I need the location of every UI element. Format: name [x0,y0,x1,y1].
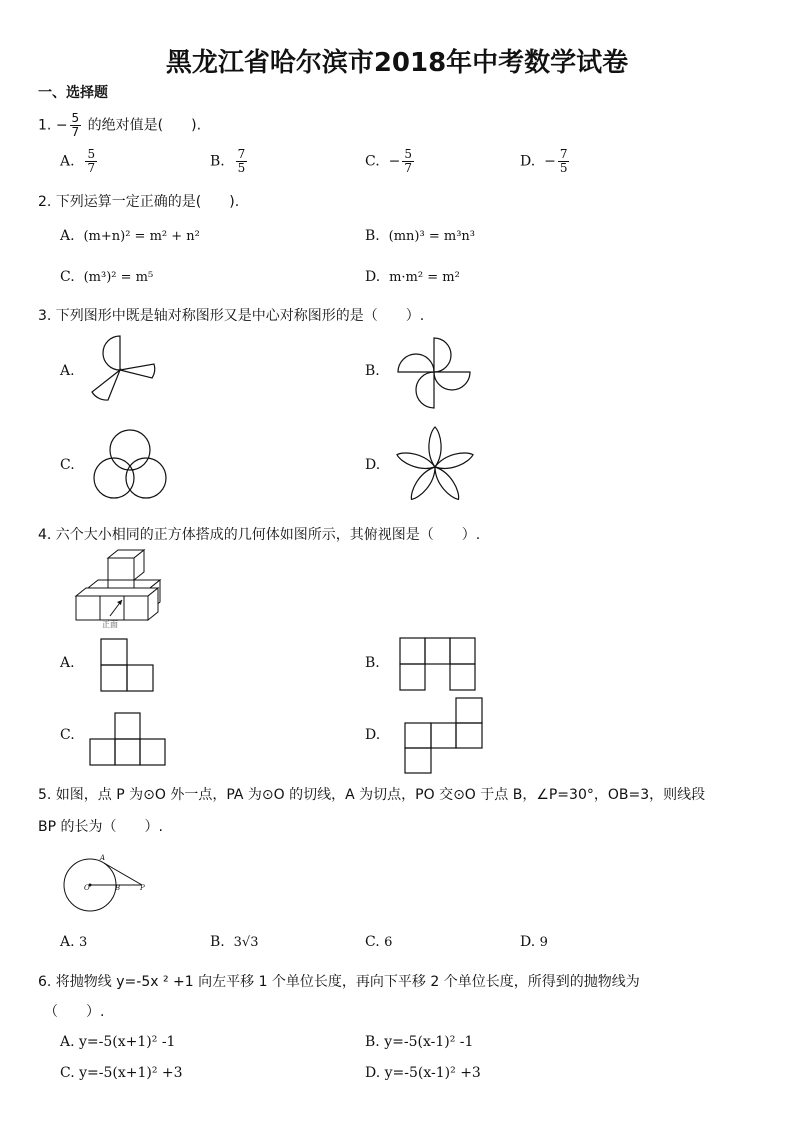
option-label: A. [60,228,75,244]
page-title: 黑龙江省哈尔滨市2018年中考数学试卷 [165,48,629,78]
numerator: 7 [237,147,246,161]
negative-sign: − [55,117,68,134]
q4-option-b-label[interactable]: B. [365,655,380,671]
q6-option-b[interactable] [365,1034,473,1050]
question-4: 4. 六个大小相同的正方体搭成的几何体如图所示，其俯视图是（ ）. [38,527,481,543]
q4-option-a-label[interactable]: A. [60,655,75,671]
numerator: 5 [404,147,412,161]
option-label: C. [60,269,75,285]
option-label: B. [365,1034,380,1050]
point-a-label: A [100,854,106,862]
q3-option-c-label[interactable]: C. [60,457,75,473]
question-2: 2. 下列运算一定正确的是( ). [38,194,240,210]
question-text: 的绝对值是( ). [87,117,202,134]
fraction [558,148,570,175]
five-petal-flower-figure [394,424,476,506]
numerator: 5 [87,147,96,161]
option-label: D. [365,269,381,285]
option-label: A. [60,1034,75,1050]
denominator: 7 [71,125,80,139]
q2-option-d[interactable] [365,269,460,285]
q5-option-c[interactable] [365,934,392,950]
option-expression: (mn)³ = m³n³ [388,229,475,244]
option-expression: m·m² = m² [389,270,460,285]
front-label: 正面 [102,620,118,629]
q5-option-d[interactable] [520,934,548,950]
q1-option-d[interactable] [520,148,571,175]
fraction [402,148,414,175]
question-number: 1. [38,117,52,134]
option-label: D. [365,1065,381,1081]
q5-option-b[interactable] [210,934,258,950]
question-5-line-2: BP 的长为（ ）. [38,819,163,835]
cube-stack-figure [72,550,172,630]
option-sign: − [544,153,556,170]
section-heading: 一、选择题 [38,85,108,101]
option-label: B. [210,934,225,950]
q2-option-a[interactable] [60,228,200,244]
q4-option-d-label[interactable]: D. [365,727,381,743]
fraction [70,112,82,139]
question-5-line-1: 5. 如图，点 P 为⊙O 外一点，PA 为⊙O 的切线，A 为切点，PO 交⊙O 于点 B，∠P=30°，OB=3，则线段 [38,787,706,803]
option-label: A. [60,934,75,950]
numerator: 7 [559,147,568,161]
option-value: 9 [539,935,548,950]
top-view-d-figure [404,697,484,775]
q1-option-b[interactable] [210,148,249,175]
pinwheel-four-blade-figure [394,334,474,412]
denominator: 7 [404,161,412,175]
point-p-label: P [140,884,145,892]
q2-option-c[interactable] [60,269,153,285]
option-expression: y=-5(x-1)² -1 [384,1034,474,1050]
q6-option-c[interactable] [60,1065,183,1081]
q6-option-a[interactable] [60,1034,175,1050]
q6-option-d[interactable] [365,1065,481,1081]
option-sign: − [388,153,401,170]
question-6-line-1: 6. 将抛物线 y=-5x ² +1 向左平移 1 个单位长度，再向下平移 2 个单位长度，所得到的抛物线为 [38,974,640,990]
option-label: B. [210,153,225,170]
option-label: B. [365,228,380,244]
top-view-a-figure [100,638,154,692]
option-label: D. [520,934,536,950]
pinwheel-three-blade-figure [82,334,158,406]
fraction [236,148,248,175]
option-expression: (m+n)² = m² + n² [83,229,200,244]
question-3: 3. 下列图形中既是轴对称图形又是中心对称图形的是（ ）. [38,308,425,324]
option-expression: y=-5(x+1)² -1 [79,1034,176,1050]
option-expression: y=-5(x-1)² +3 [384,1065,481,1081]
q4-option-c-label[interactable]: C. [60,727,75,743]
option-label: D. [520,153,536,170]
tangent-circle-figure [60,850,152,914]
option-value: 6 [384,935,393,950]
option-value: 3 [79,935,88,950]
option-label: C. [365,153,380,170]
top-view-b-figure [399,637,477,691]
top-view-c-figure [89,712,167,766]
option-label: A. [60,153,75,170]
denominator: 5 [237,161,246,175]
q5-option-a[interactable] [60,934,87,950]
fraction [85,148,97,175]
denominator: 5 [559,161,568,175]
q1-option-c[interactable] [365,148,416,175]
q2-option-b[interactable] [365,228,475,244]
q3-option-d-label[interactable]: D. [365,457,381,473]
question-6-line-2: （ ）. [44,1004,105,1020]
numerator: 5 [71,111,80,125]
option-expression: (m³)² = m⁵ [83,270,154,285]
point-o-label: O [84,884,90,892]
denominator: 7 [87,161,96,175]
question-1 [38,112,201,139]
option-expression: y=-5(x+1)² +3 [79,1065,183,1081]
q3-option-a-label[interactable]: A. [60,363,75,379]
q1-option-a[interactable] [60,148,99,175]
option-label: C. [60,1065,75,1081]
q3-option-b-label[interactable]: B. [365,363,380,379]
three-circles-figure [88,428,172,504]
option-value: 3√3 [233,935,259,950]
point-b-label: B [115,884,121,892]
option-label: C. [365,934,380,950]
